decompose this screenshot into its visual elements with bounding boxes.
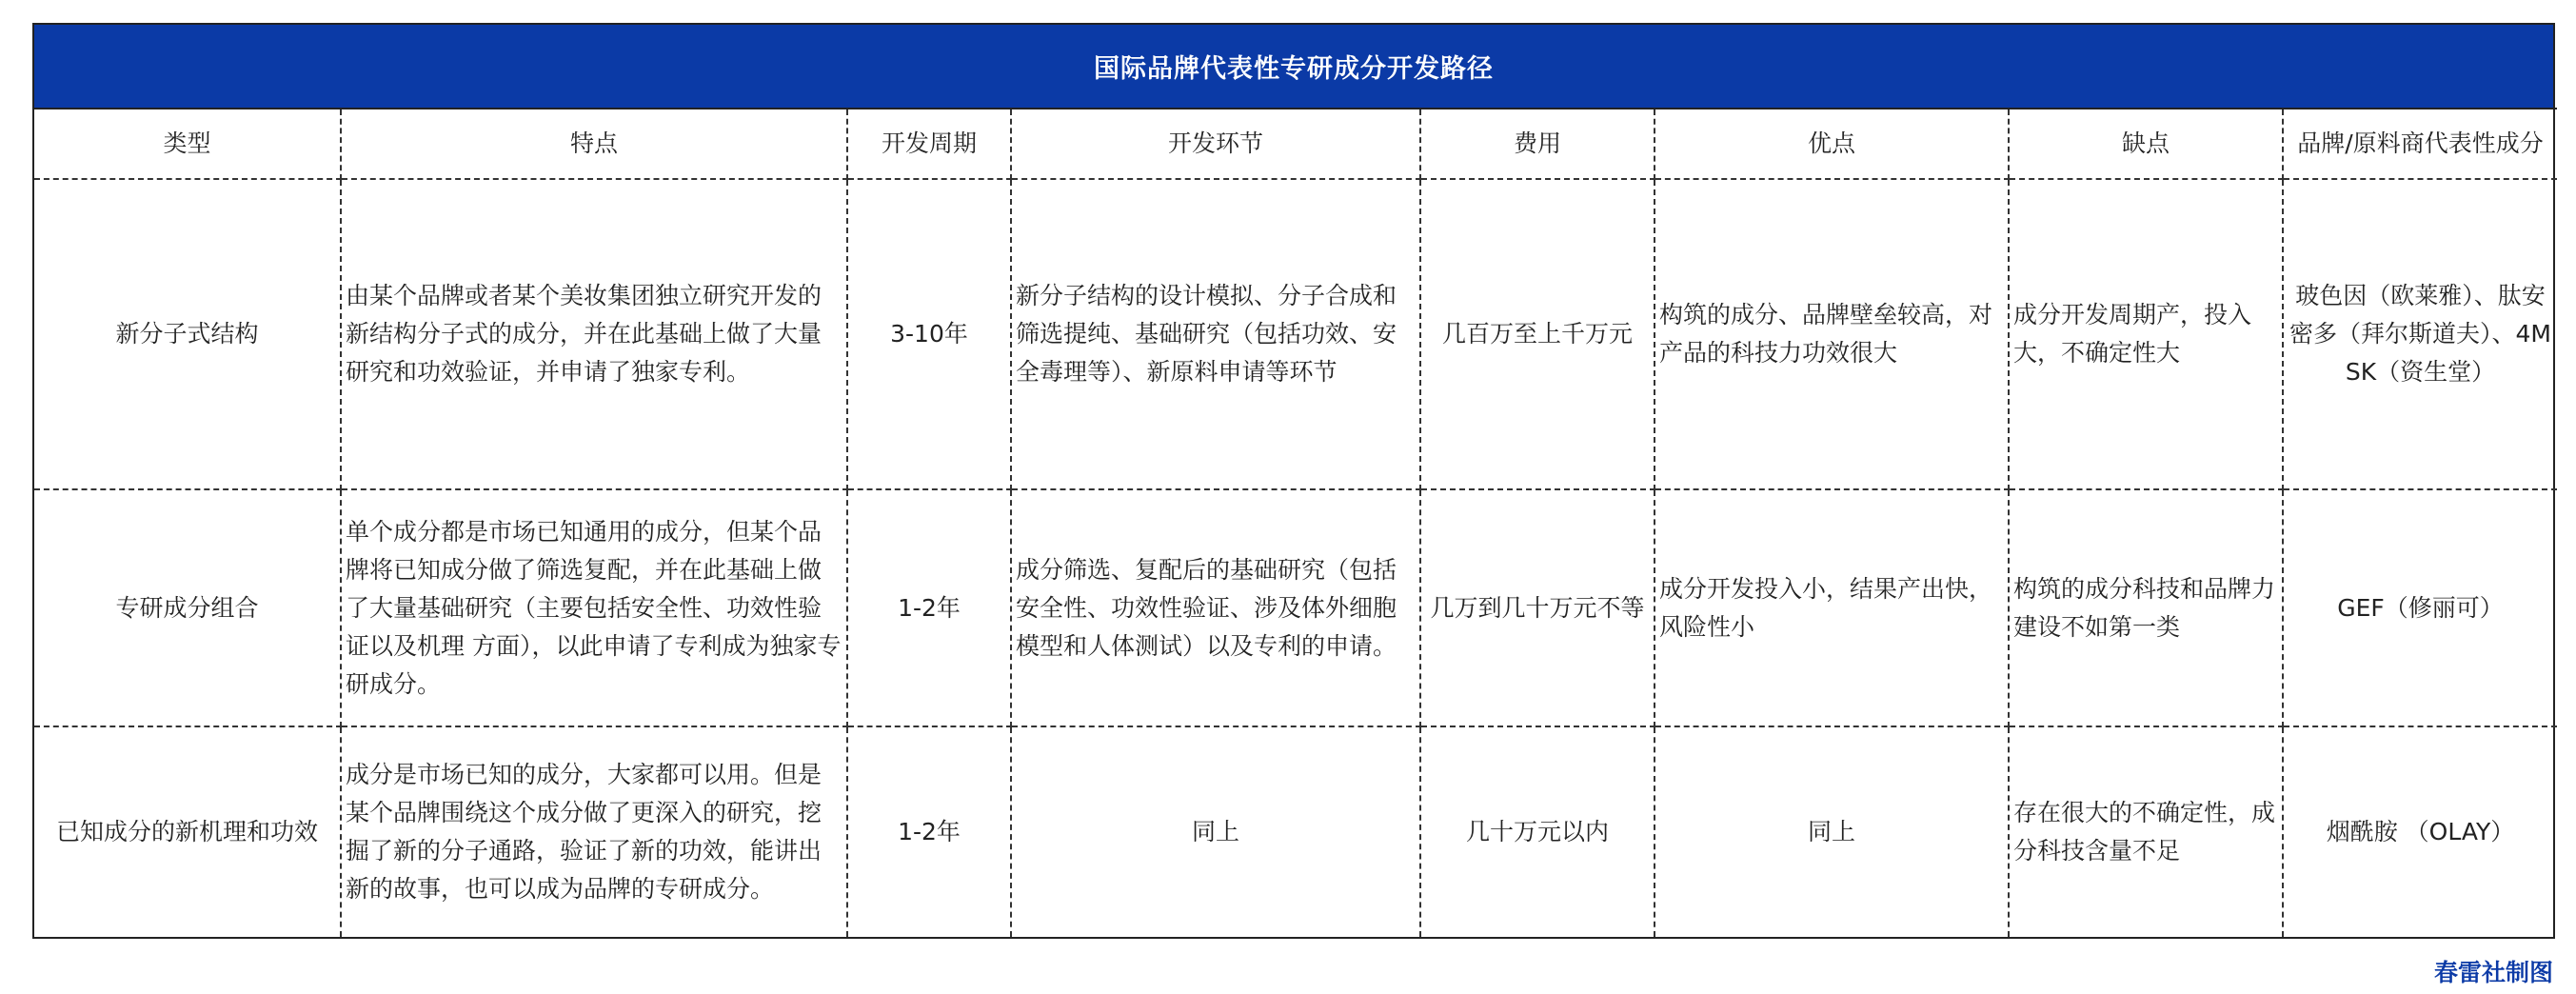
header-row xyxy=(34,109,2557,179)
cell-representative: 烟酰胺 （OLAY） xyxy=(2283,726,2557,937)
source-credit: 春雷社制图 xyxy=(2433,959,2553,986)
cell-pros: 构筑的成分、品牌壁垒较高，对产品的科技力功效很大 xyxy=(1655,179,2009,489)
cell-cons: 构筑的成分科技和品牌力建设不如第一类 xyxy=(2009,489,2283,726)
cell-representative: GEF（修丽可） xyxy=(2283,489,2557,726)
cell-cycle: 1-2年 xyxy=(847,726,1011,937)
ingredient-table xyxy=(32,23,2555,939)
cell-feature: 成分是市场已知的成分，大家都可以用。但是某个品牌围绕这个成分做了更深入的研究，挖掘了新的分子通路，验证了新的功效，能讲出新的故事，也可以成为品牌的专研成分。 xyxy=(341,726,847,937)
cell-cost: 几万到几十万元不等 xyxy=(1420,489,1655,726)
header-cell-cons: 缺点 xyxy=(2009,109,2283,179)
table-row xyxy=(34,726,2557,937)
table-body xyxy=(34,108,2557,937)
cell-feature: 由某个品牌或者某个美妆集团独立研究开发的新结构分子式的成分，并在此基础上做了大量研究和功效验证，并申请了独家专利。 xyxy=(341,179,847,489)
header-cell-feature: 特点 xyxy=(341,109,847,179)
cell-cost: 几十万元以内 xyxy=(1420,726,1655,937)
cell-stages: 成分筛选、复配后的基础研究（包括安全性、功效性验证、涉及体外细胞模型和人体测试）以及专利的申请。 xyxy=(1011,489,1420,726)
header-cell-cycle: 开发周期 xyxy=(847,109,1011,179)
cell-stages: 新分子结构的设计模拟、分子合成和筛选提纯、基础研究（包括功效、安全毒理等）、新原料申请等环节 xyxy=(1011,179,1420,489)
cell-type: 专研成分组合 xyxy=(34,489,341,726)
header-cell-cost: 费用 xyxy=(1420,109,1655,179)
cell-type: 已知成分的新机理和功效 xyxy=(34,726,341,937)
cell-cons: 存在很大的不确定性，成分科技含量不足 xyxy=(2009,726,2283,937)
cell-pros: 成分开发投入小，结果产出快，风险性小 xyxy=(1655,489,2009,726)
header-cell-pros: 优点 xyxy=(1655,109,2009,179)
cell-cycle: 3-10年 xyxy=(847,179,1011,489)
cell-pros: 同上 xyxy=(1655,726,2009,937)
cell-cost: 几百万至上千万元 xyxy=(1420,179,1655,489)
cell-feature: 单个成分都是市场已知通用的成分，但某个品牌将已知成分做了筛选复配，并在此基础上做了大量基础研究（主要包括安全性、功效性验证以及机理 方面），以此申请了专利成为独家专研成分。 xyxy=(341,489,847,726)
cell-stages: 同上 xyxy=(1011,726,1420,937)
header-cell-stages: 开发环节 xyxy=(1011,109,1420,179)
cell-type: 新分子式结构 xyxy=(34,179,341,489)
table-title: 国际品牌代表性专研成分开发路径 xyxy=(34,25,2553,108)
header-cell-type: 类型 xyxy=(34,109,341,179)
table-row xyxy=(34,179,2557,489)
cell-cons: 成分开发周期产，投入大，不确定性大 xyxy=(2009,179,2283,489)
cell-cycle: 1-2年 xyxy=(847,489,1011,726)
table-row xyxy=(34,489,2557,726)
header-cell-representative: 品牌/原料商代表性成分 xyxy=(2283,109,2557,179)
cell-representative: 玻色因（欧莱雅）、肽安密多（拜尔斯道夫）、4MSK（资生堂） xyxy=(2283,179,2557,489)
